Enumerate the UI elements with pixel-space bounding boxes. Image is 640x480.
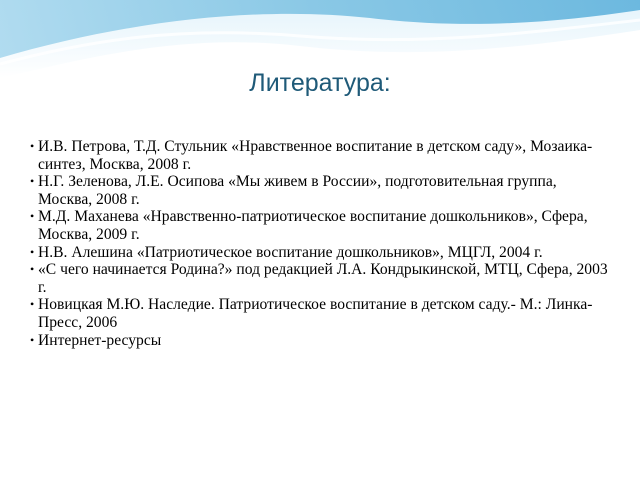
list-item bbox=[30, 332, 610, 350]
slide-title: Литература: bbox=[249, 69, 391, 97]
list-item bbox=[30, 296, 610, 331]
reference-text: «С чего начинается Родина?» под редакцией Л.А. Кондрыкинской, МТЦ, Сфера, 2003 г. bbox=[38, 261, 608, 296]
bullet-icon: • bbox=[30, 262, 35, 277]
reference-text: Новицкая М.Ю. Наследие. Патриотическое воспитание в детском саду.- М.: Линка- Пресс, 2006 bbox=[38, 296, 593, 331]
list-item bbox=[30, 261, 610, 296]
bullet-icon: • bbox=[30, 209, 35, 224]
reference-text: И.В. Петрова, Т.Д. Стульник «Нравственное воспитание в детском саду», Мозаика-синтез, Москва, 2008 г. bbox=[38, 138, 593, 173]
reference-text: Н.В. Алешина «Патриотическое воспитание дошкольников», МЦГЛ, 2004 г. bbox=[38, 243, 543, 261]
list-item bbox=[30, 173, 610, 208]
list-item bbox=[30, 208, 610, 243]
reference-list bbox=[30, 138, 610, 349]
list-item bbox=[30, 244, 610, 262]
reference-text: М.Д. Маханева «Нравственно-патриотическое воспитание дошкольников», Сфера, Москва, 2009 г. bbox=[38, 208, 588, 243]
bullet-icon: • bbox=[30, 139, 35, 153]
reference-text: Н.Г. Зеленова, Л.Е. Осипова «Мы живем в России», подготовительная группа, Москва, 2008 г. bbox=[38, 173, 557, 208]
decorative-wave-header bbox=[0, 0, 640, 120]
reference-text: Интернет-ресурсы bbox=[38, 331, 162, 349]
bullet-icon: • bbox=[30, 297, 35, 312]
bullet-icon: • bbox=[30, 332, 35, 347]
bullet-icon: • bbox=[30, 244, 35, 259]
list-item bbox=[30, 138, 610, 173]
bullet-icon: • bbox=[30, 174, 35, 189]
